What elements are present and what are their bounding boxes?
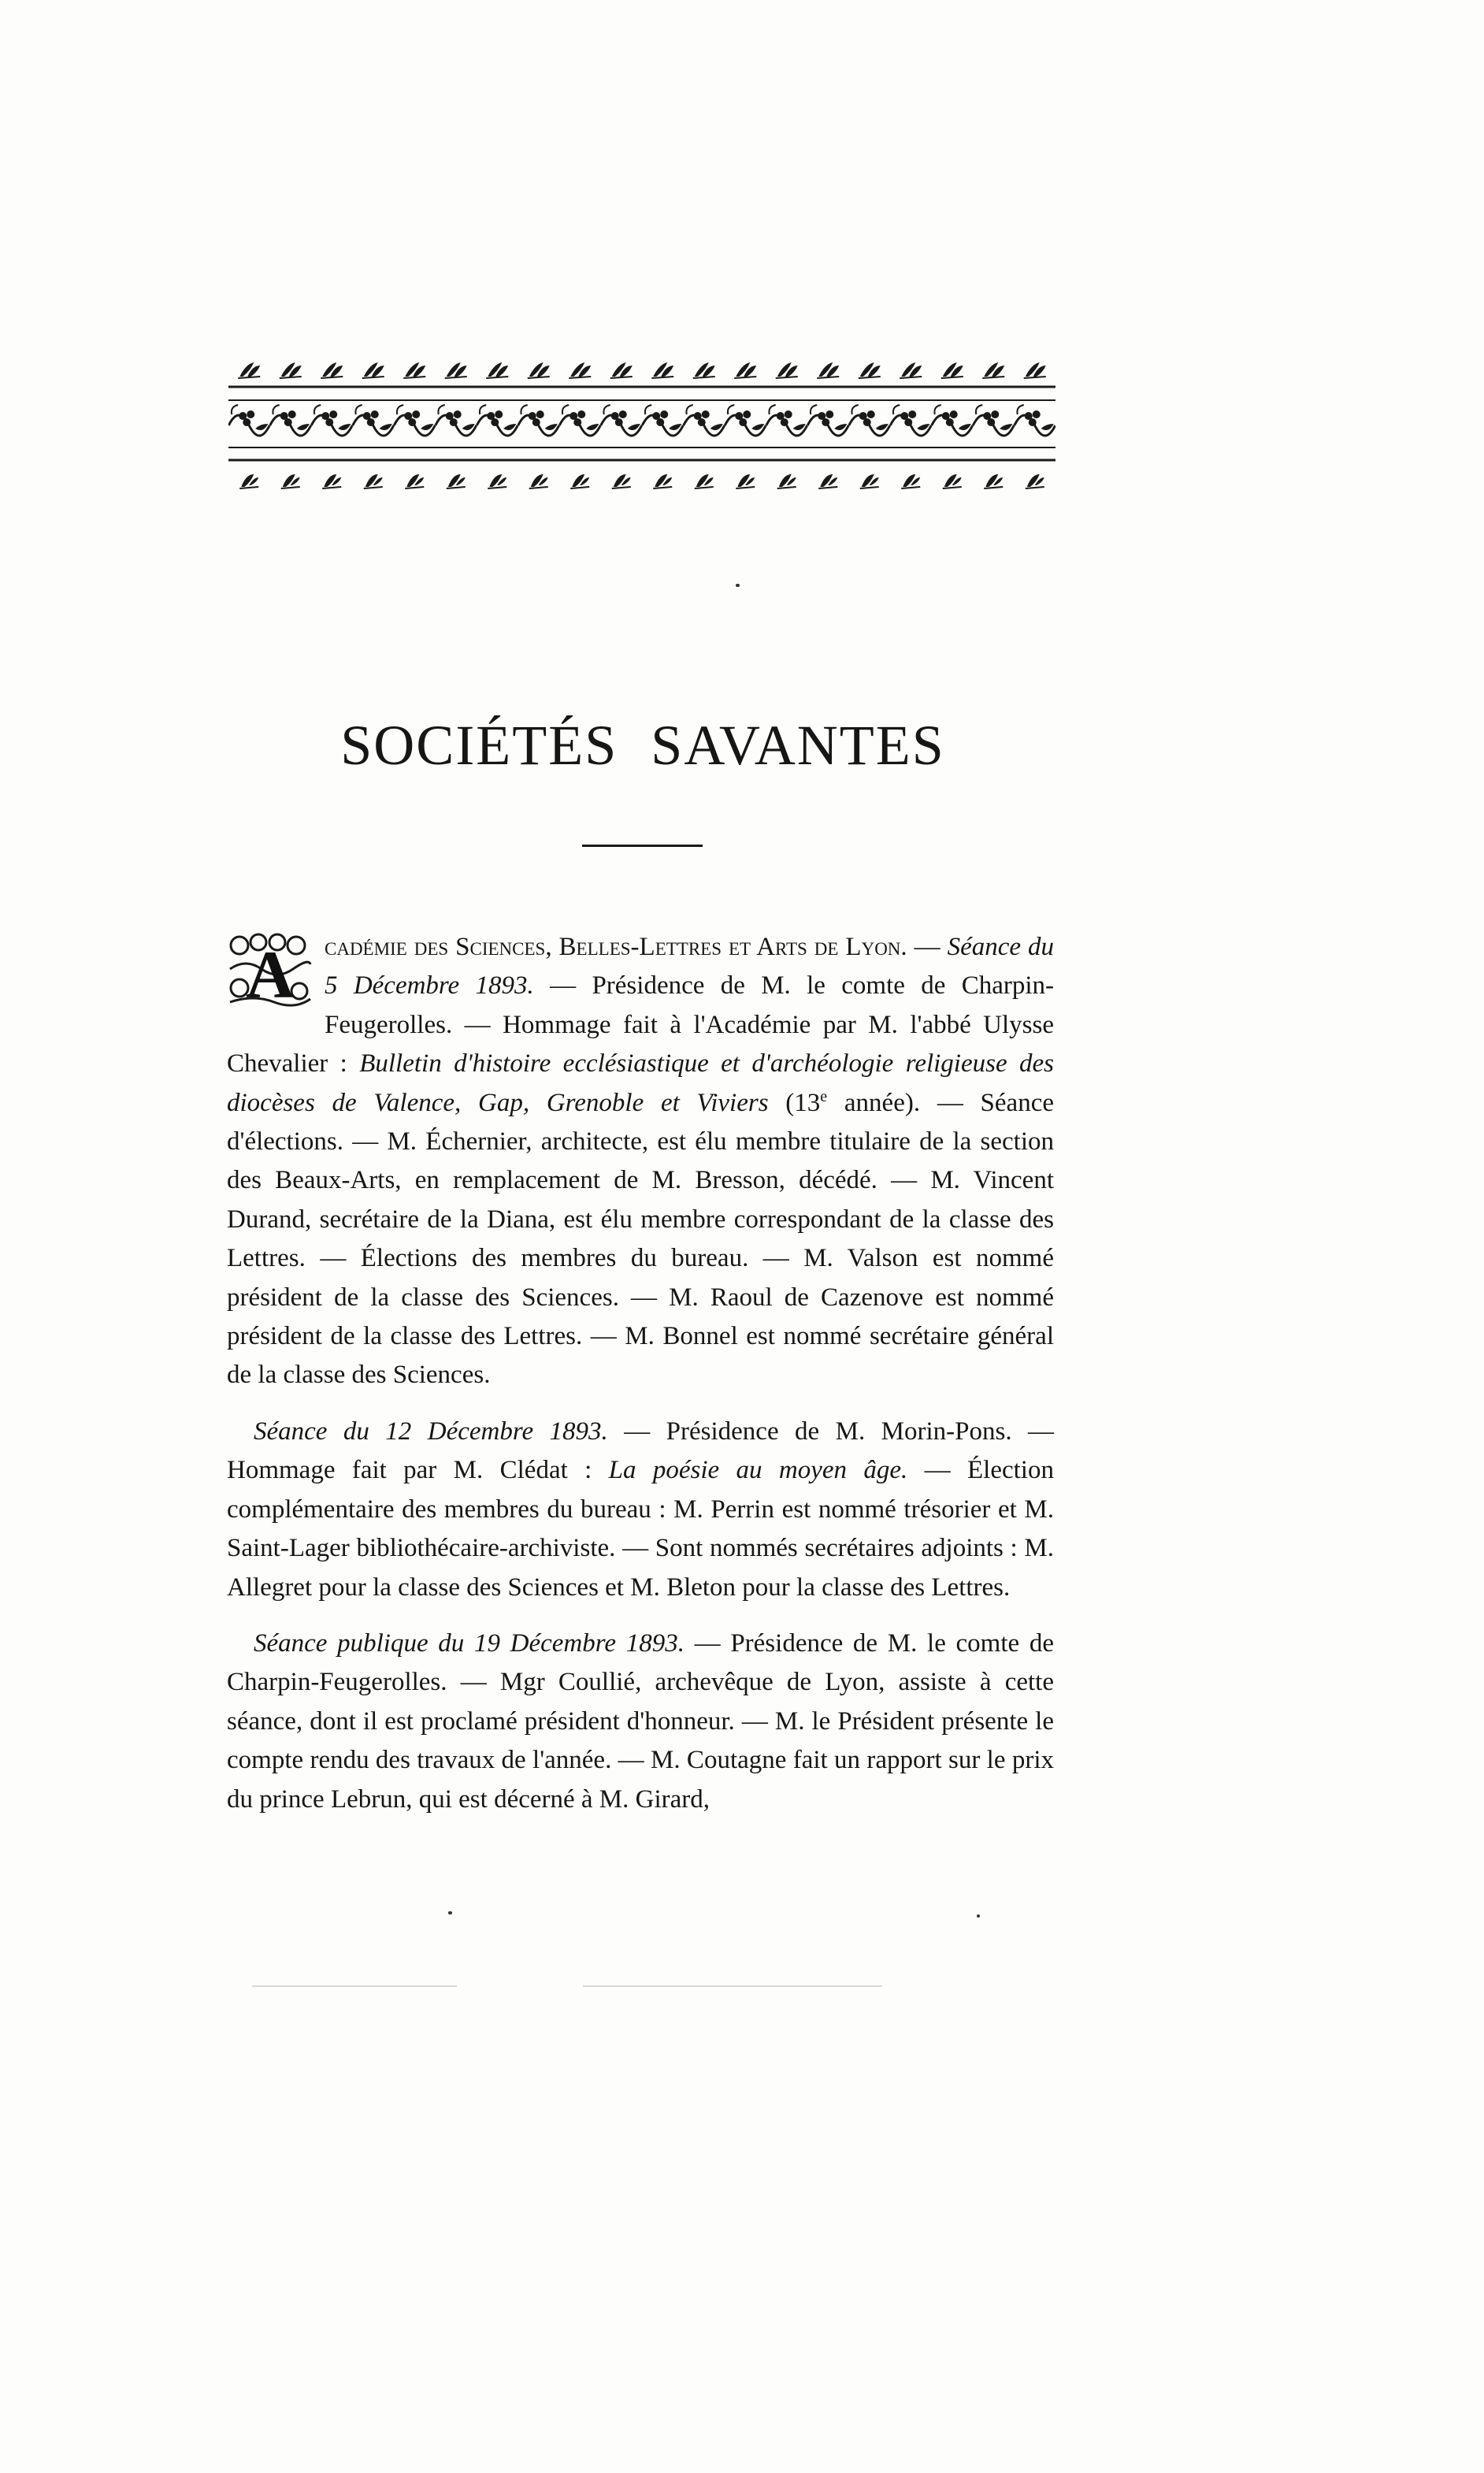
- leaf-sprig-icon: [859, 362, 881, 378]
- leaf-sprig-icon: [322, 474, 341, 488]
- stray-mark: [977, 1914, 980, 1918]
- vine-scroll-icon: [973, 405, 1014, 436]
- ordinal-suffix: e: [820, 1087, 828, 1105]
- paragraph-text: — Présidence de M. le comte de Charpin-Feugerolles. — Hommage fait à l'Académie par M. l'abbé Ulysse Chevalier :: [227, 971, 1054, 1079]
- leaf-sprig-icon: [651, 362, 673, 378]
- leaf-sprig-icon: [734, 362, 756, 378]
- leaf-sprig-icon: [777, 474, 796, 488]
- paragraph-seance-publique-19-decembre: [227, 1625, 1054, 1819]
- leaf-sprig-icon: [817, 362, 839, 378]
- leaf-sprig-icon: [982, 362, 1004, 378]
- leaf-sprig-icon: [488, 474, 506, 488]
- vine-scroll-icon: [394, 405, 435, 436]
- leaf-sprig-icon: [238, 362, 260, 378]
- leaf-sprig-icon: [901, 474, 920, 488]
- paragraph-text: — Présidence de M. Morin-Pons. — Hommage fait par M. Clédat :: [227, 1417, 1054, 1485]
- vine-scroll-icon: [228, 405, 269, 436]
- leaf-sprig-icon: [693, 362, 715, 378]
- vine-scroll-icon: [890, 405, 931, 436]
- seance-date: Séance du 12 Décembre 1893.: [254, 1417, 608, 1446]
- vine-scroll-icon: [1015, 405, 1055, 436]
- ornament-top-row: [238, 362, 1046, 378]
- leaf-sprig-icon: [943, 474, 962, 488]
- ornament-bottom-row: [239, 474, 1044, 488]
- stray-mark: [448, 1911, 452, 1914]
- ornament-band-graphic: [228, 353, 1055, 498]
- leaf-sprig-icon: [321, 362, 343, 378]
- dropcap-ornate-letter-icon: [227, 931, 313, 1007]
- paragraph-text: année). — Séance d'élections. — M. Échernier, architecte, est élu membre titulaire de la section des Beaux-Arts, en remplacement de M. Bresson, décédé. — M. Vincent Durand, secrétaire de la Diana, est élu membre correspondant de la classe des Lettres. — Élections des membres du bureau. — M. Valson est nommé président de la classe des Sciences. — M. Raoul de Cazenove est nommé président de la classe des Lettres. — M. Bonnel est nommé secrétaire général de la classe des Sciences.: [227, 1088, 1054, 1390]
- leaf-sprig-icon: [984, 474, 1003, 488]
- vine-scroll-icon: [436, 405, 477, 436]
- leaf-sprig-icon: [818, 474, 837, 488]
- leaf-sprig-icon: [447, 474, 466, 488]
- leaf-sprig-icon: [653, 474, 672, 488]
- vine-scroll-icon: [725, 405, 766, 436]
- leaf-sprig-icon: [281, 474, 300, 488]
- leaf-sprig-icon: [528, 362, 550, 378]
- leaf-sprig-icon: [364, 474, 383, 488]
- leaf-sprig-icon: [736, 474, 755, 488]
- show-through-trace: [252, 1985, 457, 1987]
- leaf-sprig-icon: [445, 362, 467, 378]
- dash: —: [907, 933, 948, 961]
- vine-scroll-icon: [932, 405, 973, 436]
- paragraph-seance-12-decembre: [227, 1413, 1054, 1607]
- article-body: [227, 928, 1054, 1836]
- stray-mark: [736, 584, 740, 587]
- ornament-vine-row: [228, 405, 1055, 436]
- page-title: SOCIÉTÉS SAVANTES: [340, 714, 945, 777]
- leaf-sprig-icon: [695, 474, 714, 488]
- title-rule: [582, 845, 703, 847]
- leaf-sprig-icon: [529, 474, 548, 488]
- society-name: cadémie des Sciences, Belles-Lettres et Arts de Lyon.: [325, 933, 907, 961]
- leaf-sprig-icon: [362, 362, 384, 378]
- leaf-sprig-icon: [776, 362, 798, 378]
- leaf-sprig-icon: [941, 362, 963, 378]
- leaf-sprig-icon: [405, 474, 424, 488]
- leaf-sprig-icon: [486, 362, 508, 378]
- vine-scroll-icon: [849, 405, 890, 436]
- work-title: La poésie au moyen âge.: [608, 1456, 908, 1485]
- leaf-sprig-icon: [403, 362, 425, 378]
- leaf-sprig-icon: [1026, 474, 1044, 488]
- paragraph-text: (13: [768, 1088, 821, 1117]
- vine-scroll-icon: [270, 405, 311, 436]
- show-through-trace: [583, 1985, 882, 1987]
- leaf-sprig-icon: [239, 474, 258, 488]
- leaf-sprig-icon: [610, 362, 633, 378]
- seance-date: Séance publique du 19 Décembre 1893.: [254, 1628, 684, 1658]
- work-title: Bulletin d'histoire ecclésiastique et d'archéologie religieuse des diocèses de Valence, Gap, Grenoble et Viviers: [227, 1049, 1054, 1117]
- vine-scroll-icon: [477, 405, 518, 436]
- paragraph-text: — Élection complémentaire des membres du bureau : M. Perrin est nommé trésorier et M. Saint-Lager bibliothécaire-archiviste. — Sont nommés secrétaires adjoints : M. Allegret pour la classe des Sciences et M. Bleton pour la classe des Lettres.: [227, 1456, 1054, 1602]
- header-ornament: [228, 353, 1055, 498]
- leaf-sprig-icon: [1024, 362, 1046, 378]
- paragraph-text: — Présidence de M. le comte de Charpin-Feugerolles. — Mgr Coullié, archevêque de Lyon, assiste à cette séance, dont il est proclamé président d'honneur. — M. le Président présente le compte rendu des travaux de l'année. — M. Coutagne fait un rapport sur le prix du prince Lebrun, qui est décerné à M. Girard,: [227, 1628, 1054, 1814]
- dropcap-letter: A: [245, 937, 295, 1007]
- vine-scroll-icon: [642, 405, 683, 436]
- vine-scroll-icon: [353, 405, 394, 436]
- vine-scroll-icon: [766, 405, 807, 436]
- vine-scroll-icon: [601, 405, 642, 436]
- leaf-sprig-icon: [569, 362, 591, 378]
- vine-scroll-icon: [311, 405, 352, 436]
- leaf-sprig-icon: [570, 474, 589, 488]
- vine-scroll-icon: [807, 405, 848, 436]
- vine-scroll-icon: [684, 405, 725, 436]
- vine-scroll-icon: [518, 405, 559, 436]
- seance-date: Séance du 5 Décembre 1893.: [325, 933, 1054, 1001]
- leaf-sprig-icon: [612, 474, 631, 488]
- leaf-sprig-icon: [280, 362, 302, 378]
- vine-scroll-icon: [559, 405, 600, 436]
- leaf-sprig-icon: [900, 362, 922, 378]
- paragraph-seance-5-decembre: [227, 928, 1054, 1395]
- leaf-sprig-icon: [860, 474, 879, 488]
